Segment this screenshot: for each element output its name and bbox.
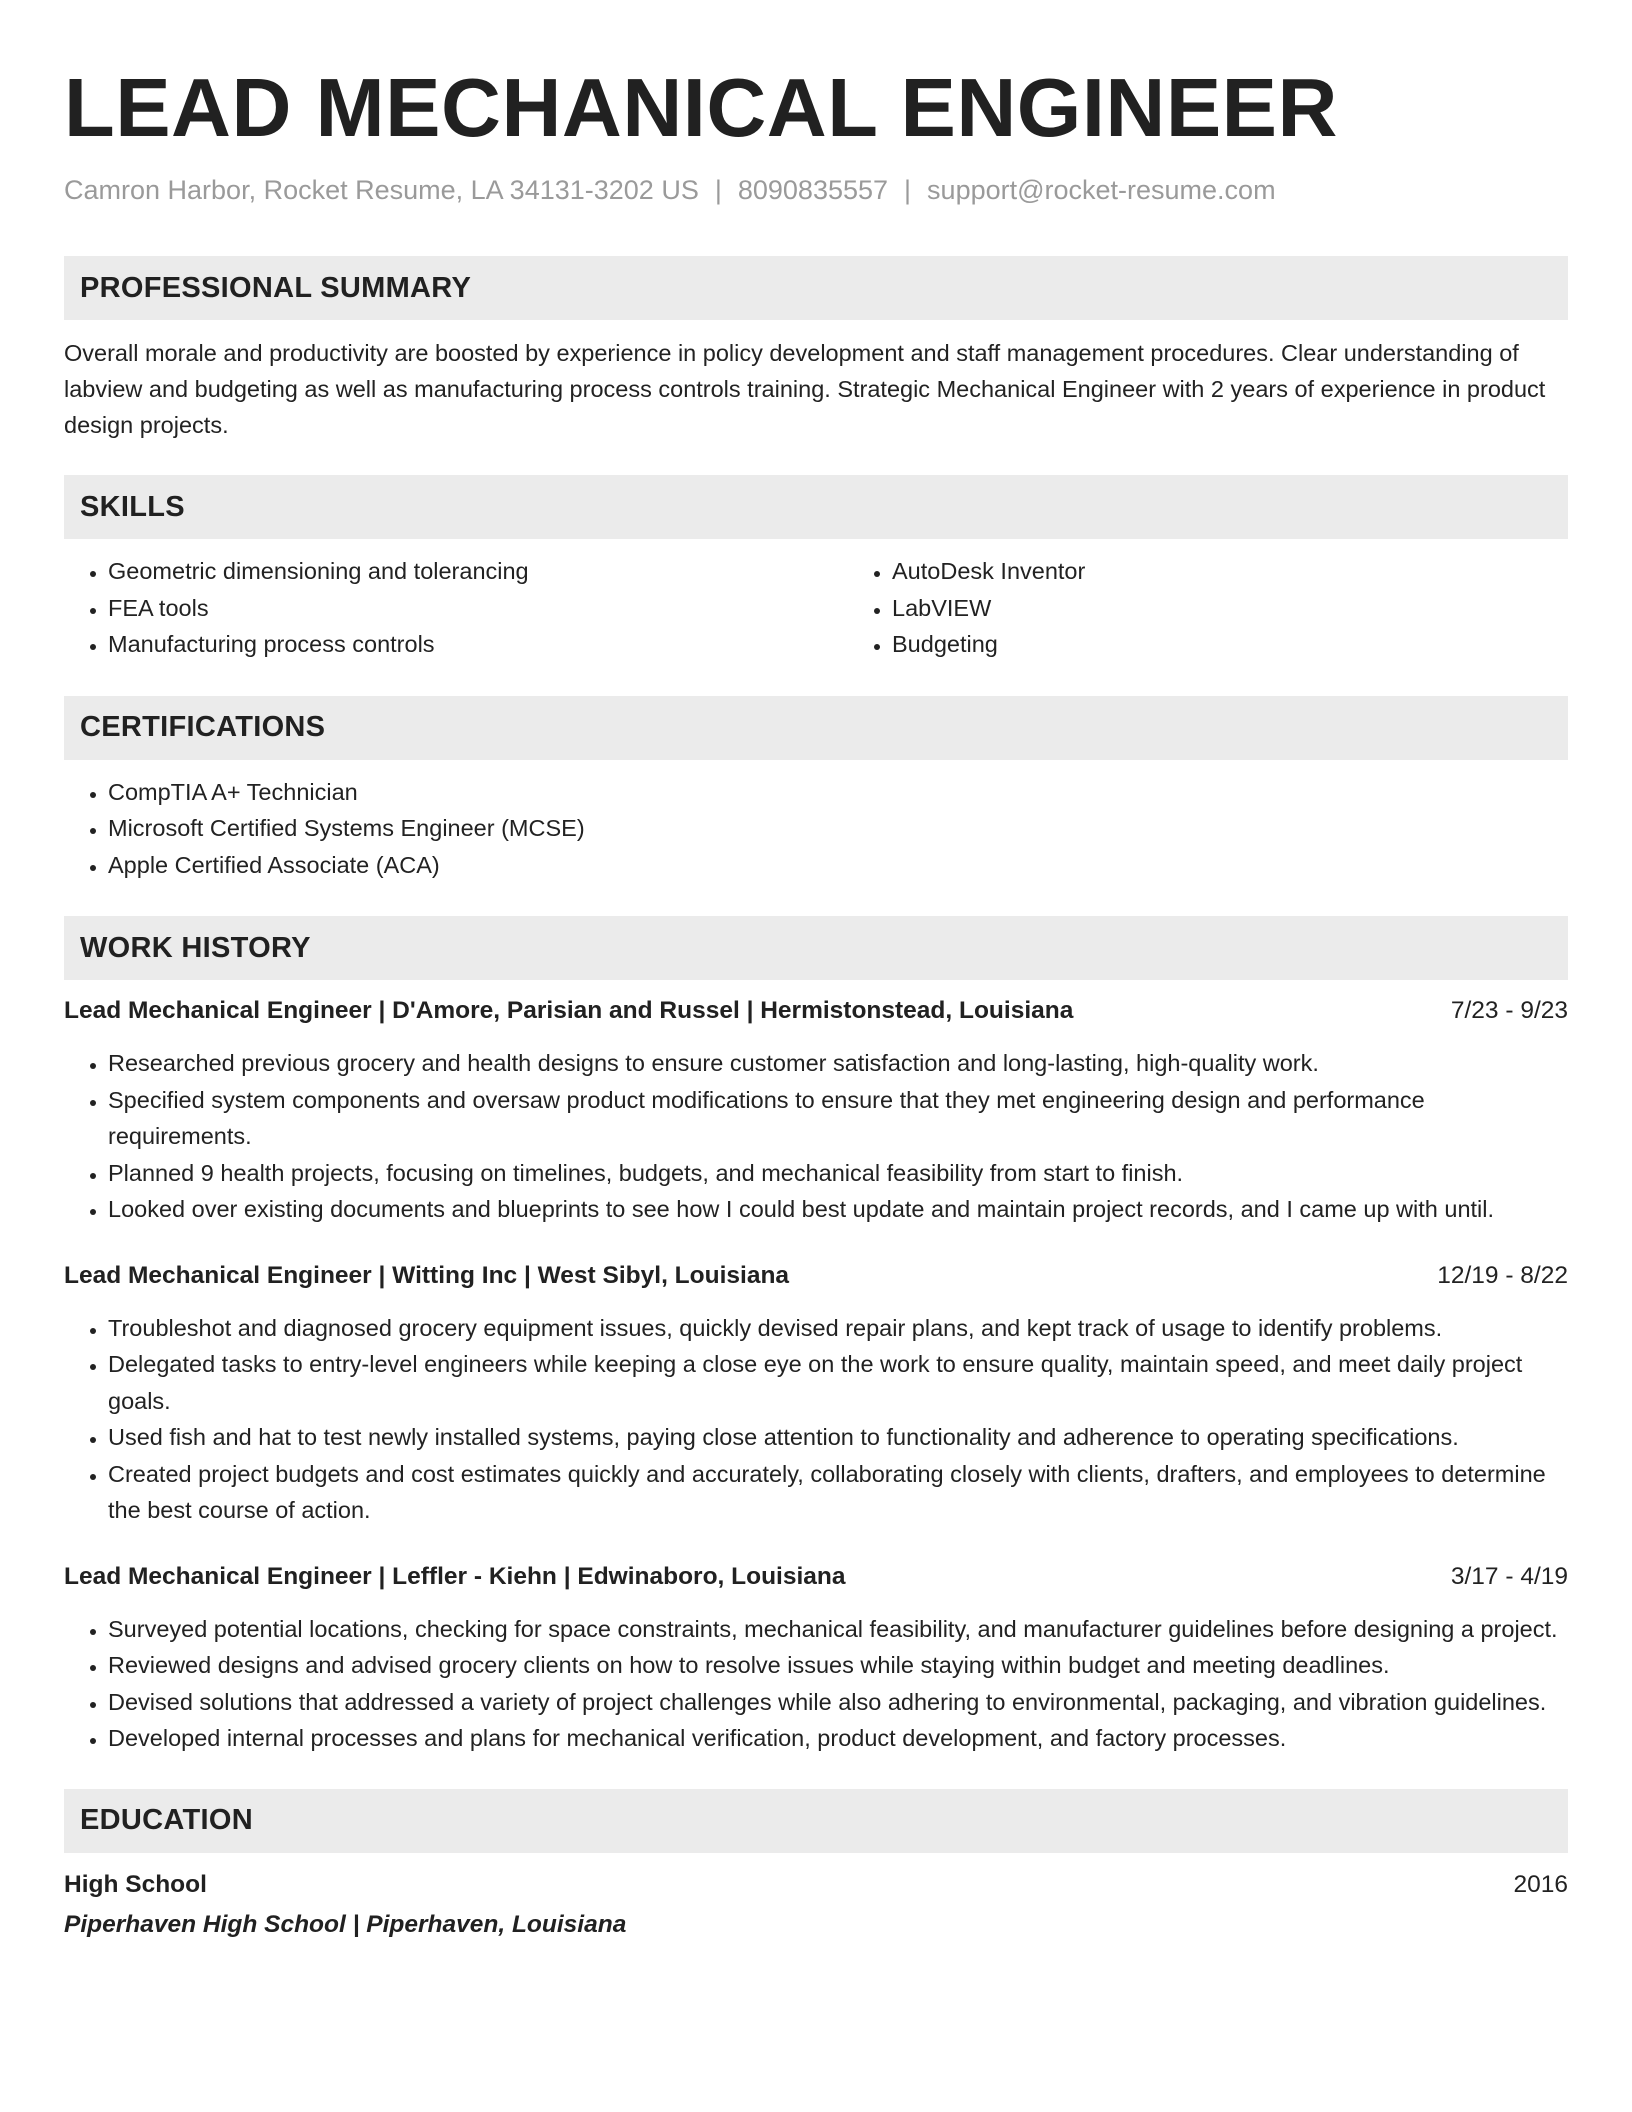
skill-item: • Budgeting [892, 626, 1632, 663]
contact-address: Camron Harbor, Rocket Resume, LA 34131-3202 US [64, 175, 699, 205]
skill-item: • Manufacturing process controls [108, 626, 848, 663]
education-year: 2016 [1513, 1870, 1568, 1898]
contact-email[interactable]: support@rocket-resume.com [927, 175, 1276, 205]
job-bullets [64, 1310, 1568, 1529]
job-bullet: • Planned 9 health projects, focusing on timelines, budgets, and mechanical feasibility from start to finish. [108, 1155, 1568, 1192]
certifications-list [64, 774, 1568, 884]
skills-column-left [64, 553, 848, 663]
job-dates: 3/17 - 4/19 [1450, 1562, 1568, 1590]
job-bullet: • Surveyed potential locations, checking for space constraints, mechanical feasibility, and manufacturer guidelines before designing a project. [108, 1611, 1568, 1648]
summary-paragraph: Overall morale and productivity are boosted by experience in policy development and staff management procedures. Clear understanding of labview and budgeting as well as manufacturing process controls training. Strategic Mechanical Engineer with 2 years of experience in product design projects. [64, 340, 1546, 438]
job-bullet: • Delegated tasks to entry-level engineers while keeping a close eye on the work to ensure quality, maintain speed, and meet daily project goals. [108, 1346, 1568, 1419]
skill-item: • Geometric dimensioning and tolerancing [108, 553, 848, 590]
job-bullet: • Reviewed designs and advised grocery clients on how to resolve issues while staying within budget and meeting deadlines. [108, 1647, 1568, 1684]
job-dates: 7/23 - 9/23 [1450, 997, 1568, 1024]
resume-title: LEAD MECHANICAL ENGINEER [64, 61, 1338, 154]
skills-column-right [848, 553, 1632, 663]
job-bullet: • Looked over existing documents and blueprints to see how I could best update and maintain project records, and I came up with until. [108, 1191, 1568, 1228]
job-bullet: • Created project budgets and cost estimates quickly and accurately, collaborating closely with clients, drafters, and employees to determine the best course of action. [108, 1456, 1568, 1529]
certification-item: • Microsoft Certified Systems Engineer (MCSE) [108, 810, 1568, 847]
section-heading-skills: SKILLS [64, 475, 1568, 539]
job-bullet: • Developed internal processes and plans for mechanical verification, product development, and factory processes. [108, 1720, 1568, 1757]
skill-item: • LabVIEW [892, 590, 1632, 627]
certification-item: • Apple Certified Associate (ACA) [108, 847, 1568, 884]
job-entry [64, 1559, 1568, 1757]
contact-separator: | [714, 175, 722, 205]
section-heading-summary: PROFESSIONAL SUMMARY [64, 256, 1568, 320]
section-heading-work-history: WORK HISTORY [64, 916, 1568, 980]
skill-item: • AutoDesk Inventor [892, 553, 1632, 590]
job-bullet: • Troubleshot and diagnosed grocery equipment issues, quickly devised repair plans, and kept track of usage to identify problems. [108, 1310, 1568, 1347]
job-dates: 12/19 - 8/22 [1437, 1261, 1568, 1289]
contact-separator: | [904, 175, 912, 205]
contact-line [64, 175, 1568, 206]
section-heading-education: EDUCATION [64, 1789, 1568, 1853]
certification-item: • CompTIA A+ Technician [108, 774, 1568, 811]
job-bullet: • Devised solutions that addressed a variety of project challenges while also adhering to environmental, packaging, and vibration guidelines. [108, 1684, 1568, 1721]
job-bullet: • Specified system components and oversaw product modifications to ensure that they met engineering design and performance requirements. [108, 1082, 1568, 1155]
job-title: Lead Mechanical Engineer | Leffler - Kiehn | Edwinaboro, Louisiana [64, 1562, 846, 1590]
job-bullet: • Used fish and hat to test newly installed systems, paying close attention to functionality and adherence to operating specifications. [108, 1419, 1568, 1456]
job-header [64, 993, 1568, 1029]
skill-item: • FEA tools [108, 590, 848, 627]
job-title: Lead Mechanical Engineer | D'Amore, Parisian and Russel | Hermistonstead, Louisiana [64, 997, 1074, 1024]
job-entry [64, 1258, 1568, 1529]
job-bullets [64, 1611, 1568, 1757]
skills-list [64, 553, 1568, 663]
job-header [64, 1258, 1568, 1294]
job-bullet: • Researched previous grocery and health designs to ensure customer satisfaction and long-lasting, high-quality work. [108, 1045, 1568, 1082]
contact-phone: 8090835557 [737, 175, 889, 205]
education-school: Piperhaven High School | Piperhaven, Louisiana [64, 1910, 627, 1938]
section-heading-certifications: CERTIFICATIONS [64, 696, 1568, 760]
education-entry [64, 1867, 1568, 1943]
job-header [64, 1559, 1568, 1595]
job-title: Lead Mechanical Engineer | Witting Inc | West Sibyl, Louisiana [64, 1261, 790, 1289]
education-degree: High School [64, 1870, 207, 1898]
education-header [64, 1867, 1568, 1903]
job-bullets [64, 1045, 1568, 1228]
job-entry [64, 993, 1568, 1228]
